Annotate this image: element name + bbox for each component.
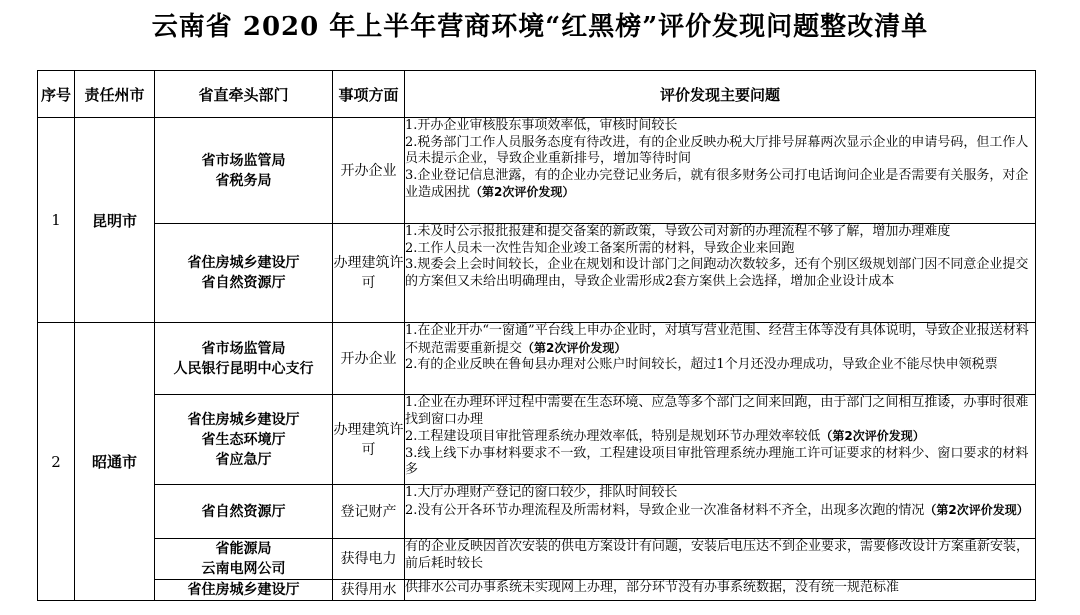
row-seq: 1 (38, 118, 75, 323)
table-row (38, 580, 1036, 601)
header-aspect: 事项方面 (333, 71, 405, 118)
row-seq: 2 (38, 323, 75, 601)
aspect-cell: 获得电力 (333, 539, 405, 580)
document-title: 云南省 2020 年上半年营商环境“红黑榜”评价发现问题整改清单 (151, 12, 929, 42)
issue-text: 3.企业登记信息泄露，有的企业办完登记业务后，就有很多财务公司打电话询问企业是否需要有关服务，对企业造成困扰 (405, 167, 1029, 201)
issue-item (405, 323, 1035, 357)
row-city: 昆明市 (75, 118, 155, 323)
lead-department (155, 118, 333, 224)
issues-cell (405, 485, 1036, 539)
lead-department (155, 485, 333, 539)
issue-item (405, 395, 1035, 428)
aspect-cell: 获得用水 (333, 580, 405, 601)
lead-department (155, 395, 333, 485)
aspect-cell: 登记财产 (333, 485, 405, 539)
header-issues: 评价发现主要问题 (405, 71, 1036, 118)
evaluation-tag: （第2次评价发现） (820, 429, 925, 444)
lead-department (155, 323, 333, 395)
issue-item (405, 539, 1035, 572)
table-row (38, 224, 1036, 323)
issue-item (405, 357, 1035, 374)
evaluation-tag: （第2次评价发现） (522, 340, 627, 355)
issue-text: 2.有的企业反映在鲁甸县办理对公账户时间较长，超过1个月还没办理成功，导致企业不能尽快申领税票 (405, 357, 998, 373)
department-name: 省自然资源厅 (201, 275, 286, 291)
department-name: 省住房城乡建设厅 (187, 255, 300, 271)
issues-cell (405, 224, 1036, 323)
department-name: 省生态环境厅 (201, 431, 286, 448)
issue-text: 3.线上线下办事材料要求不一致，工程建设项目审批管理系统办理施工许可证要求的材料少、窗口要求的材料多 (405, 445, 1029, 478)
evaluation-tag: （第2次评价发现） (924, 502, 1029, 517)
aspect-cell: 办理建筑许可 (333, 224, 405, 323)
aspect-cell: 开办企业 (333, 323, 405, 395)
department-name: 人民银行昆明中心支行 (173, 360, 314, 377)
row-city: 昭通市 (75, 323, 155, 601)
table-row (38, 118, 1036, 224)
issue-text: 1.在企业开办“一窗通”平台线上申办企业时，对填写营业范围、经营主体等没有具体说明，导致企业报送材料不规范需要重新提交 (405, 323, 1029, 356)
department-name: 省税务局 (215, 172, 272, 189)
issues-cell (405, 118, 1036, 224)
issue-text: 3.规委会上会时间较长，企业在规划和设计部门之间跑动次数较多，还有个别区级规划部门因不同意企业提交的方案但又未给出明确理由，导致企业需形成2套方案供上会选择，增加企业设计成本 (405, 257, 1029, 289)
issue-item (405, 502, 1035, 520)
table-row (38, 323, 1036, 395)
issue-text: 2.没有公开各环节办理流程及所需材料，导致企业一次准备材料不齐全，出现多次跑的情况 (405, 502, 925, 518)
department-name: 省应急厅 (215, 451, 272, 468)
issues-cell (405, 539, 1036, 580)
department-name: 省住房城乡建设厅 (187, 582, 300, 598)
issue-text: 2.工作人员未一次性告知企业竣工备案所需的材料，导致企业来回跑 (405, 240, 795, 256)
lead-department (155, 539, 333, 580)
rectification-table (37, 70, 1036, 601)
issue-item (405, 446, 1035, 479)
issue-text: 1.企业在办理环评过程中需要在生态环境、应急等多个部门之间来回跑，由于部门之间相互推诿，办事时很难找到窗口办理 (405, 395, 1029, 427)
issue-text: 1.未及时公示报批报建和提交备案的新政策，导致公司对新的办理流程不够了解，增加办理难度 (405, 224, 951, 239)
table-row (38, 395, 1036, 485)
aspect-cell: 办理建筑许可 (333, 395, 405, 485)
issue-text: 1.开办企业审核股东事项效率低，审核时间较长 (405, 118, 678, 133)
issue-item (405, 118, 1035, 135)
header-city: 责任州市 (75, 71, 155, 118)
aspect-cell: 开办企业 (333, 118, 405, 224)
issue-item (405, 224, 1035, 241)
evaluation-tag: （第2次评价发现） (470, 185, 575, 200)
table-header-row (38, 71, 1036, 118)
lead-department (155, 580, 333, 601)
issue-text: 2.工程建设项目审批管理系统办理效率低，特别是规划环节办理效率较低 (405, 429, 821, 445)
issue-item (405, 580, 1035, 597)
header-seq: 序号 (38, 71, 75, 118)
issue-item (405, 241, 1035, 258)
department-name: 省住房城乡建设厅 (187, 411, 300, 428)
header-dept: 省直牵头部门 (155, 71, 333, 118)
issue-item (405, 168, 1035, 202)
department-name: 省市场监管局 (201, 340, 286, 357)
issues-cell (405, 323, 1036, 395)
department-name: 省自然资源厅 (201, 503, 286, 520)
issue-item (405, 485, 1035, 502)
issues-cell (405, 395, 1036, 485)
issue-item (405, 135, 1035, 168)
table-row (38, 539, 1036, 580)
issue-text: 有的企业反映因首次安装的供电方案设计有问题，安装后电压达不到企业要求，需要修改设计方案重新安装，前后耗时较长 (405, 539, 1030, 571)
issue-item (405, 428, 1035, 446)
department-name: 省市场监管局 (201, 152, 286, 169)
issue-text: 供排水公司办事系统未实现网上办理，部分环节没有办事系统数据，没有统一规范标准 (405, 580, 900, 595)
issue-text: 2.税务部门工作人员服务态度有待改进，有的企业反映办税大厅排号屏幕两次显示企业的申请号码，但工作人员未提示企业，导致企业重新排号，增加等待时间 (405, 134, 1029, 167)
lead-department (155, 224, 333, 323)
table-row (38, 485, 1036, 539)
department-name: 省能源局 (215, 541, 272, 557)
issue-item (405, 257, 1035, 290)
department-name: 云南电网公司 (201, 561, 286, 577)
issues-cell (405, 580, 1036, 601)
issue-text: 1.大厅办理财产登记的窗口较少，排队时间较长 (405, 485, 678, 500)
